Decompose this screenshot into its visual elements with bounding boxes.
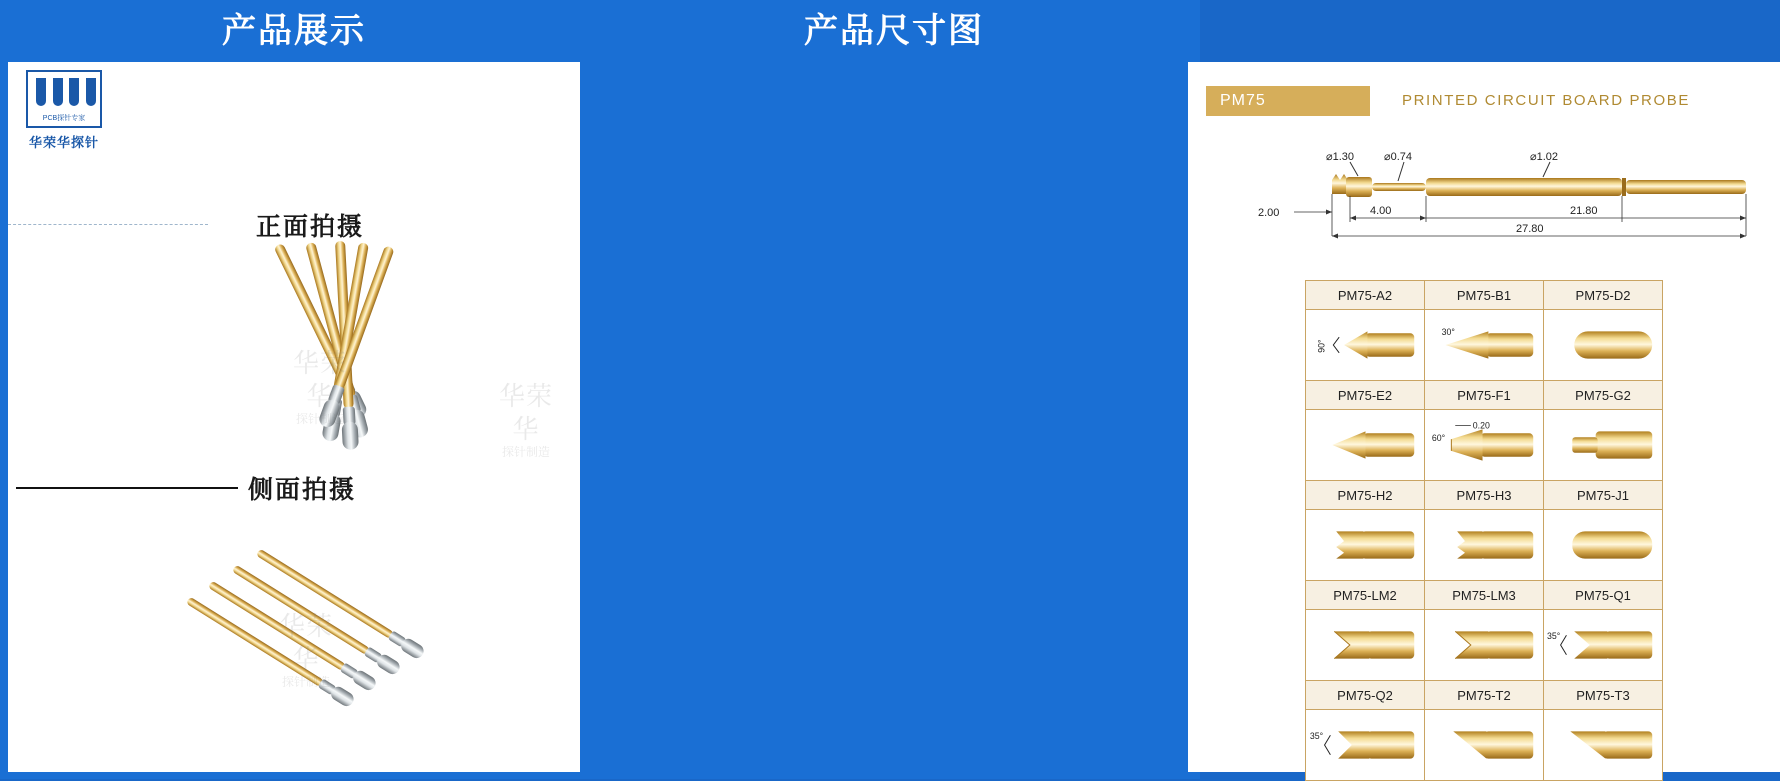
watermark-1: 华荣华 [292, 348, 347, 411]
tip-q1-icon [1545, 611, 1661, 679]
probe-dimension-graphic [1198, 132, 1770, 292]
tip-name-d2: PM75-D2 [1544, 281, 1663, 310]
right-panel-title: 产品尺寸图 [804, 12, 984, 50]
tip-image-lm3 [1425, 610, 1544, 681]
tip-image-b1 [1425, 310, 1544, 381]
tip-image-a2 [1306, 310, 1425, 381]
table-row [1306, 481, 1663, 510]
watermark-3: 华荣华 探针制造 [498, 381, 553, 459]
svg-text:⌀1.30: ⌀1.30 [1326, 151, 1355, 163]
tip-image-t3 [1544, 710, 1663, 781]
logo-mark-subtext: PCB探针专家 [42, 115, 86, 122]
svg-text:30°: 30° [1441, 327, 1455, 338]
product-photo-card [8, 62, 580, 772]
product-showcase-panel [0, 0, 588, 779]
product-dimension-panel [588, 0, 1690, 779]
svg-text:60°: 60° [1431, 433, 1446, 444]
tip-image-d2 [1544, 310, 1663, 381]
tip-name-a2: PM75-A2 [1306, 281, 1425, 310]
tip-name-t2: PM75-T2 [1425, 681, 1544, 710]
svg-text:35°: 35° [1309, 731, 1324, 742]
tip-b1-icon [1426, 311, 1542, 379]
technical-drawing [1198, 132, 1770, 292]
table-row [1306, 281, 1663, 310]
tip-lm3-icon [1426, 611, 1542, 679]
table-row [1306, 581, 1663, 610]
tip-a2-icon [1307, 311, 1423, 379]
tip-style-table [1305, 280, 1663, 781]
logo-bars-icon [36, 78, 96, 106]
tip-h2-icon [1307, 511, 1423, 579]
tip-name-lm2: PM75-LM2 [1306, 581, 1425, 610]
svg-text:⌀1.02: ⌀1.02 [1530, 151, 1559, 163]
tip-name-t3: PM75-T3 [1544, 681, 1663, 710]
svg-text:35°: 35° [1546, 631, 1561, 642]
tip-image-f1 [1425, 410, 1544, 481]
table-row [1306, 710, 1663, 781]
tip-name-f1: PM75-F1 [1425, 381, 1544, 410]
tip-j1-icon [1545, 511, 1661, 579]
tip-name-h3: PM75-H3 [1425, 481, 1544, 510]
svg-text:90°: 90° [1316, 339, 1327, 353]
svg-text:2.00: 2.00 [1258, 207, 1280, 219]
tip-image-q1 [1544, 610, 1663, 681]
svg-text:0.20: 0.20 [1472, 420, 1490, 431]
tip-f1-icon [1426, 411, 1542, 479]
logo-mark-icon [26, 70, 102, 128]
table-row [1306, 510, 1663, 581]
tip-name-lm3: PM75-LM3 [1425, 581, 1544, 610]
front-probe-photo [158, 237, 498, 467]
tip-image-e2 [1306, 410, 1425, 481]
tip-name-q1: PM75-Q1 [1544, 581, 1663, 610]
tip-d2-icon [1545, 311, 1661, 379]
model-chip: PM75 [1206, 86, 1370, 116]
watermark-2: 华荣华 探针制造 [278, 611, 333, 689]
tip-image-h3 [1425, 510, 1544, 581]
model-header [1206, 86, 1766, 116]
table-row [1306, 681, 1663, 710]
table-row [1306, 381, 1663, 410]
svg-text:4.00: 4.00 [1370, 205, 1392, 217]
left-panel-title: 产品展示 [222, 12, 366, 50]
tip-name-q2: PM75-Q2 [1306, 681, 1425, 710]
tip-name-e2: PM75-E2 [1306, 381, 1425, 410]
tip-image-h2 [1306, 510, 1425, 581]
tip-image-g2 [1544, 410, 1663, 481]
svg-text:27.80: 27.80 [1516, 223, 1544, 235]
tip-e2-icon [1307, 411, 1423, 479]
tip-t2-icon [1426, 711, 1542, 779]
divider-dashed [8, 224, 208, 225]
divider-solid [16, 487, 238, 489]
side-probe-photo [158, 540, 498, 750]
tip-image-t2 [1425, 710, 1544, 781]
tip-image-q2 [1306, 710, 1425, 781]
tip-q2-icon [1307, 711, 1423, 779]
table-row [1306, 610, 1663, 681]
tip-name-j1: PM75-J1 [1544, 481, 1663, 510]
tip-g2-icon [1545, 411, 1661, 479]
tip-h3-icon [1426, 511, 1542, 579]
side-shot-label: 侧面拍摄 [248, 476, 357, 504]
svg-text:⌀0.74: ⌀0.74 [1384, 151, 1413, 163]
tip-image-j1 [1544, 510, 1663, 581]
header-subtitle: PRINTED CIRCUIT BOARD PROBE [1402, 92, 1690, 109]
tip-name-h2: PM75-H2 [1306, 481, 1425, 510]
tip-name-g2: PM75-G2 [1544, 381, 1663, 410]
dimension-drawing-card [1188, 62, 1780, 772]
logo-brand-name: 华荣华探针 [28, 135, 99, 150]
tip-t3-icon [1545, 711, 1661, 779]
table-row [1306, 310, 1663, 381]
tip-name-b1: PM75-B1 [1425, 281, 1544, 310]
front-probes-graphic [158, 237, 498, 467]
tip-lm2-icon [1307, 611, 1423, 679]
svg-text:21.80: 21.80 [1570, 205, 1598, 217]
table-row [1306, 410, 1663, 481]
front-shot-label: 正面拍摄 [256, 213, 365, 241]
side-probes-graphic [158, 540, 498, 750]
brand-logo [18, 70, 110, 158]
tip-image-lm2 [1306, 610, 1425, 681]
